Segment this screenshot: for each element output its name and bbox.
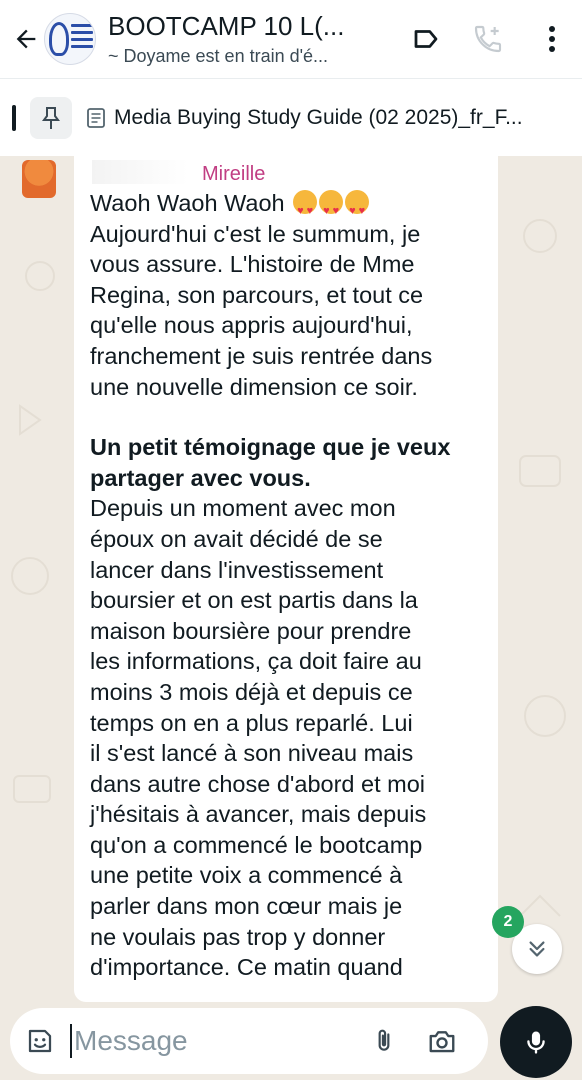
back-button[interactable] [0, 0, 44, 78]
chat-info[interactable] [96, 11, 398, 67]
group-title: BOOTCAMP 10 L(... [108, 11, 345, 41]
message-line: il s'est lancé à son niveau mais [90, 740, 414, 767]
attach-button[interactable] [358, 1011, 410, 1071]
message-line: qu'elle nous appris aujourd'hui, [90, 312, 413, 339]
message-line: moins 3 mois déjà et depuis ce [90, 678, 413, 705]
camera-button[interactable] [416, 1011, 468, 1071]
message-bubble[interactable] [74, 156, 498, 1002]
message-text [90, 188, 484, 983]
chat-header [0, 0, 582, 78]
label-button[interactable] [398, 0, 454, 78]
text-caret [70, 1024, 72, 1058]
message-line: Aujourd'hui c'est le summum, je [90, 220, 421, 247]
mic-icon [522, 1026, 550, 1058]
emoji-button[interactable] [10, 1026, 70, 1056]
smiling-face-with-hearts-emoji [319, 190, 343, 214]
smiling-face-with-hearts-emoji [293, 190, 317, 214]
chat-area[interactable] [0, 156, 582, 1002]
arrow-left-icon [12, 25, 40, 53]
message-line: parler dans mon cœur mais je [90, 893, 403, 920]
composer-bar [0, 1002, 582, 1080]
message-line: temps on en a plus reparlé. Lui [90, 709, 413, 736]
message-line: maison boursière pour prendre [90, 617, 412, 644]
message-line: d'importance. Ce matin quand [90, 954, 403, 981]
message-line: j'hésitais à avancer, mais depuis [90, 801, 427, 828]
group-logo [49, 22, 69, 56]
message-line: ne voulais pas trop y donner [90, 923, 386, 950]
message-line: une nouvelle dimension ce soir. [90, 373, 418, 400]
label-tag-icon [411, 24, 441, 54]
message-line: Regina, son parcours, et tout ce [90, 281, 424, 308]
message-line: Waoh Waoh Waoh ♥ ♥♥ ♥♥ ♥ [90, 188, 484, 219]
camera-icon [426, 1026, 458, 1056]
message-line: époux on avait décidé de se [90, 525, 383, 552]
message-line-bold: partager avec vous. [90, 464, 311, 491]
message-line: les informations, ça doit faire au [90, 648, 422, 675]
voice-message-button[interactable] [500, 1006, 572, 1078]
pin-button[interactable] [30, 97, 72, 139]
call-button[interactable] [454, 0, 522, 78]
pin-icon [39, 105, 63, 131]
pinned-message-bar[interactable] [0, 78, 582, 156]
message-line-bold: Un petit témoignage que je veux [90, 434, 451, 461]
sender-phone-redacted [92, 160, 188, 184]
pinned-message-text: Media Buying Study Guide (02 2025)_fr_F... [114, 105, 523, 129]
sender-name[interactable]: Mireille [202, 163, 266, 185]
message-line: dans autre chose d'abord et moi [90, 770, 426, 797]
menu-button[interactable] [522, 0, 582, 78]
group-avatar[interactable] [44, 13, 96, 65]
pinned-indicator [12, 105, 16, 131]
message-line: vous assure. L'histoire de Mme [90, 251, 415, 278]
call-add-icon [472, 23, 504, 55]
message-line: qu'on a commencé le bootcamp [90, 831, 423, 858]
emoji-icon [25, 1026, 55, 1056]
message-input-container[interactable] [10, 1008, 488, 1074]
more-vertical-icon [548, 25, 556, 53]
message-line: lancer dans l'investissement [90, 556, 384, 583]
document-icon [86, 108, 106, 128]
message-line: boursier et on est partis dans la [90, 587, 418, 614]
message-input[interactable] [74, 1025, 344, 1057]
unread-count-badge: 2 [492, 906, 524, 938]
paperclip-icon [371, 1026, 397, 1056]
message-line: franchement je suis rentrée dans [90, 342, 433, 369]
chevron-double-down-icon [526, 938, 548, 960]
message-line: une petite voix a commencé à [90, 862, 403, 889]
typing-status: ~ Doyame est en train d'é... [108, 46, 329, 66]
message-line: Depuis un moment avec mon [90, 495, 396, 522]
smiling-face-with-hearts-emoji [345, 190, 369, 214]
sender-avatar[interactable] [22, 160, 56, 198]
